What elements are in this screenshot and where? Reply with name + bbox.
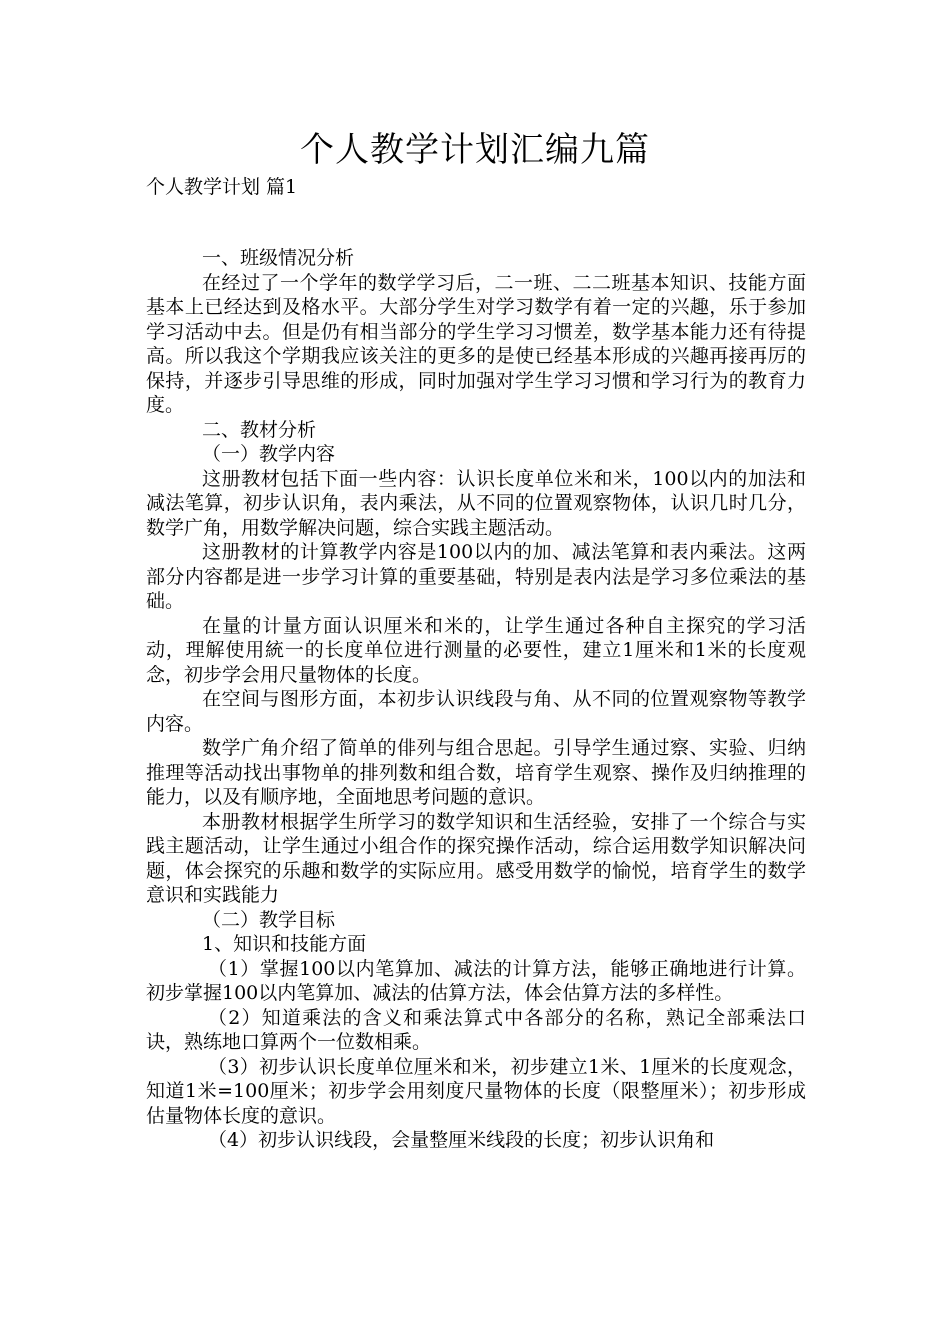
paragraph: 在量的计量方面认识厘米和米的，让学生通过各种自主探究的学习活动，理解使用統一的长度单位进行测量的必要性，建立1厘米和1米的长度观念，初步学会用尺量物体的长度。 <box>146 614 806 686</box>
paragraph: 本册教材根据学生所学习的数学知识和生活经验，安排了一个综合与实践主题活动，让学生通过小组合作的探究操作活动，综合运用数学知识解决问题，体会探究的乐趣和数学的实际应用。感受用数学的愉悦，培育学生的数学意识和实践能力 <box>146 810 806 906</box>
list-item: （2）知道乘法的含义和乘法算式中各部分的名称，熟记全部乘法口诀，熟练地口算两个一位数相乘。 <box>146 1006 806 1053</box>
subsection-heading: （一）教学内容 <box>202 443 336 465</box>
paragraph: 这册教材的计算教学内容是100以内的加、减法笔算和表内乘法。这两部分内容都是进一步学习计算的重要基础，特别是表内法是学习多位乘法的基础。 <box>146 541 806 612</box>
paragraph: 在空间与图形方面，本初步认识线段与角、从不同的位置观察物等教学内容。 <box>146 688 806 735</box>
section-heading: 二、教材分析 <box>202 418 317 441</box>
list-item: （4）初步认识线段，会量整厘米线段的长度；初步认识角和 <box>208 1129 715 1151</box>
document-subtitle: 个人教学计划 篇1 <box>146 176 298 198</box>
subsection-heading: 1、知识和技能方面 <box>202 933 367 955</box>
document-title: 个人教学计划汇编九篇 <box>300 130 650 170</box>
document-body <box>146 246 806 1153</box>
paragraph: 数学广角介绍了简单的俳列与组合思起。引导学生通过察、实验、归纳推理等活动找出事物单的排列数和组合数，培育学生观察、操作及归纳推理的能力，以及有顺序地，全面地思考问题的意识。 <box>146 737 806 808</box>
list-item: （3）初步认识长度单位厘米和米，初步建立1米、1厘米的长度观念，知道1米=100厘米；初步学会用刻度尺量物体的长度（限整厘米）；初步形成估量物体长度的意识。 <box>146 1055 806 1127</box>
section-heading: 一、班级情况分析 <box>202 247 355 269</box>
paragraph: 在经过了一个学年的数学学习后，二一班、二二班基本知识、技能方面基本上已经达到及格水平。大部分学生对学习数学有着一定的兴趣，乐于参加学习活动中去。但是仍有相当部分的学生学习习惯差，数学基本能力还有待提高。所以我这个学期我应该关注的更多的是使已经基本形成的兴趣再接再厉的保持，并逐步引导思维的形成，同时加强对学生学习习惯和学习行为的教育力度。 <box>146 271 806 416</box>
paragraph: 这册教材包括下面一些内容：认识长度单位米和米，100以内的加法和减法笔算，初步认识角，表内乘法，从不同的位置观察物体，认识几时几分，数学广角，用数学解决问题，综合实践主题活动。 <box>146 467 806 539</box>
subsection-heading: （二）教学目标 <box>202 908 336 931</box>
list-item: （1）掌握100以内笔算加、减法的计算方法，能够正确地进行计算。初步掌握100以内笔算加、减法的估算方法，体会估算方法的多样性。 <box>146 957 806 1004</box>
